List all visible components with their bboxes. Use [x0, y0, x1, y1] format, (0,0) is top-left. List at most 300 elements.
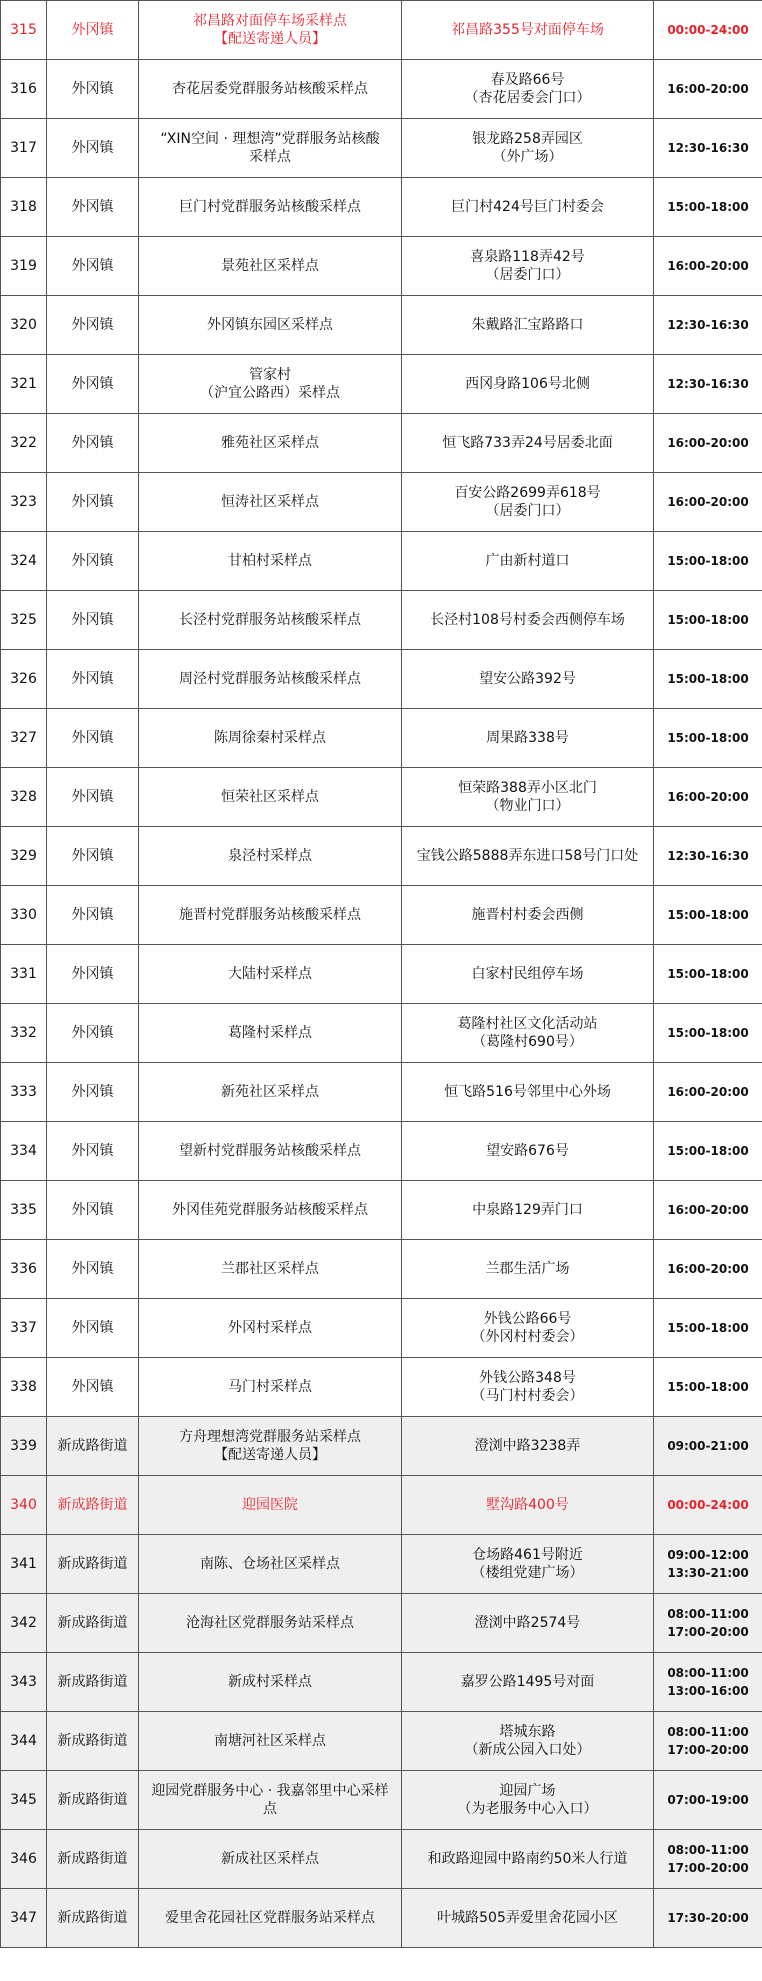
site-name-cell: [139, 827, 402, 886]
site-name-cell: [139, 1181, 402, 1240]
row-number: 336: [1, 1240, 47, 1299]
row-number: 327: [1, 709, 47, 768]
address-cell: [402, 1, 654, 60]
address-cell: [402, 60, 654, 119]
district-cell: 外冈镇: [47, 473, 139, 532]
site-name-cell: [139, 650, 402, 709]
site-name-cell-line: 新苑社区采样点: [221, 1084, 319, 1100]
district-cell: 新成路街道: [47, 1830, 139, 1889]
address-cell-line: 墅沟路400号: [486, 1497, 569, 1513]
district-cell: 外冈镇: [47, 1358, 139, 1417]
site-name-cell-line: 恒荣社区采样点: [221, 789, 319, 805]
row-number: 337: [1, 1299, 47, 1358]
district-cell: 新成路街道: [47, 1594, 139, 1653]
hours-cell-line: 15:00-18:00: [667, 731, 749, 745]
table-row: [1, 1535, 762, 1594]
address-cell: [402, 1594, 654, 1653]
table-row: [1, 296, 762, 355]
row-number: 332: [1, 1004, 47, 1063]
row-number: 325: [1, 591, 47, 650]
address-cell-line: 西冈身路106号北侧: [465, 376, 590, 392]
hours-cell-line: 15:00-18:00: [667, 1026, 749, 1040]
table-row: [1, 355, 762, 414]
site-name-cell: [139, 1240, 402, 1299]
site-name-cell: [139, 945, 402, 1004]
hours-cell: [654, 237, 762, 296]
hours-cell: [654, 1122, 762, 1181]
site-name-cell-line: （沪宜公路西）采样点: [200, 385, 340, 401]
hours-cell-line: 15:00-18:00: [667, 200, 749, 214]
site-name-cell: [139, 1004, 402, 1063]
site-name-cell-line: 迎园医院: [242, 1497, 298, 1513]
site-name-cell: [139, 1299, 402, 1358]
address-cell-line: （居委门口）: [485, 503, 570, 519]
hours-cell-line: 12:30-16:30: [667, 318, 749, 332]
district-cell: 新成路街道: [47, 1889, 139, 1948]
hours-cell: [654, 945, 762, 1004]
hours-cell-line: 15:00-18:00: [667, 672, 749, 686]
table-row: [1, 1889, 762, 1948]
hours-cell-line: 08:00-11:00: [667, 1725, 749, 1739]
hours-cell-line: 08:00-11:00: [667, 1666, 749, 1680]
table-row: [1, 945, 762, 1004]
site-name-cell: [139, 178, 402, 237]
site-name-cell: [139, 532, 402, 591]
address-cell: [402, 1181, 654, 1240]
table-row: [1, 1181, 762, 1240]
address-cell-line: 恒荣路388弄小区北门: [458, 780, 597, 796]
site-name-cell-line: 祁昌路对面停车场采样点: [193, 13, 347, 29]
table-row: [1, 886, 762, 945]
site-name-cell: [139, 1417, 402, 1476]
hours-cell-line: 15:00-18:00: [667, 1144, 749, 1158]
row-number: 315: [1, 1, 47, 60]
site-name-cell-line: 沧海社区党群服务站采样点: [186, 1615, 354, 1631]
address-cell-line: 葛隆村社区文化活动站: [457, 1016, 598, 1032]
address-cell: [402, 1712, 654, 1771]
address-cell: [402, 768, 654, 827]
hours-cell: [654, 1358, 762, 1417]
hours-cell-line: 08:00-11:00: [667, 1607, 749, 1621]
hours-cell: [654, 355, 762, 414]
row-number: 341: [1, 1535, 47, 1594]
address-cell-line: 巨门村424号巨门村委会: [451, 199, 604, 215]
hours-cell: [654, 1535, 762, 1594]
hours-cell: [654, 709, 762, 768]
address-cell-line: （楼组党建广场）: [471, 1565, 584, 1581]
hours-cell-line: 09:00-12:00: [667, 1548, 749, 1562]
table-row: [1, 1004, 762, 1063]
row-number: 329: [1, 827, 47, 886]
site-name-cell: [139, 768, 402, 827]
district-cell: 新成路街道: [47, 1653, 139, 1712]
district-cell: 外冈镇: [47, 355, 139, 414]
address-cell: [402, 1535, 654, 1594]
hours-cell-line: 15:00-18:00: [667, 554, 749, 568]
address-cell-line: 外钱公路348号: [479, 1370, 576, 1386]
table-row: [1, 709, 762, 768]
site-name-cell: [139, 414, 402, 473]
address-cell-line: 百安公路2699弄618号: [454, 485, 601, 501]
row-number: 319: [1, 237, 47, 296]
table-row: [1, 1594, 762, 1653]
row-number: 316: [1, 60, 47, 119]
row-number: 317: [1, 119, 47, 178]
address-cell-line: 澄浏中路3238弄: [474, 1438, 581, 1454]
table-row: [1, 1240, 762, 1299]
row-number: 335: [1, 1181, 47, 1240]
row-number: 334: [1, 1122, 47, 1181]
site-name-cell-line: 迎园党群服务中心 · 我嘉邻里中心采样: [151, 1783, 389, 1799]
address-cell-line: 银龙路258弄园区: [472, 131, 583, 147]
site-name-cell-line: 外冈佳苑党群服务站核酸采样点: [172, 1202, 368, 1218]
hours-cell-line: 17:00-20:00: [667, 1743, 749, 1757]
site-name-cell-line: 杏花居委党群服务站核酸采样点: [172, 81, 368, 97]
address-cell-line: 和政路迎园中路南约50米人行道: [427, 1851, 628, 1867]
address-cell: [402, 1830, 654, 1889]
hours-cell: [654, 1594, 762, 1653]
address-cell: [402, 591, 654, 650]
row-number: 320: [1, 296, 47, 355]
address-cell-line: 嘉罗公路1495号对面: [460, 1674, 595, 1690]
row-number: 340: [1, 1476, 47, 1535]
site-name-cell: [139, 1122, 402, 1181]
site-name-cell-line: 新成社区采样点: [221, 1851, 319, 1867]
hours-cell-line: 00:00-24:00: [667, 23, 749, 37]
address-cell: [402, 355, 654, 414]
site-name-cell: [139, 1535, 402, 1594]
row-number: 333: [1, 1063, 47, 1122]
site-name-cell-line: 南陈、仓场社区采样点: [200, 1556, 340, 1572]
hours-cell: [654, 296, 762, 355]
hours-cell: [654, 1, 762, 60]
hours-cell: [654, 1299, 762, 1358]
site-name-cell: [139, 591, 402, 650]
address-cell-line: 塔城东路: [499, 1724, 556, 1740]
row-number: 322: [1, 414, 47, 473]
district-cell: 外冈镇: [47, 237, 139, 296]
row-number: 345: [1, 1771, 47, 1830]
hours-cell: [654, 1240, 762, 1299]
table-row: [1, 1, 762, 60]
district-cell: 外冈镇: [47, 709, 139, 768]
address-cell-line: 恒飞路733弄24号居委北面: [442, 435, 613, 451]
hours-cell: [654, 1004, 762, 1063]
site-name-cell: [139, 355, 402, 414]
hours-cell: [654, 473, 762, 532]
site-name-cell-line: 葛隆村采样点: [228, 1025, 312, 1041]
table-row: [1, 591, 762, 650]
site-name-cell-line: 大陆村采样点: [228, 966, 312, 982]
row-number: 326: [1, 650, 47, 709]
table-row: [1, 650, 762, 709]
address-cell: [402, 1653, 654, 1712]
district-cell: 外冈镇: [47, 1122, 139, 1181]
address-cell: [402, 414, 654, 473]
hours-cell: [654, 768, 762, 827]
address-cell-line: （杏花居委会门口）: [464, 90, 591, 106]
address-cell-line: （为老服务中心入口）: [457, 1801, 598, 1817]
row-number: 344: [1, 1712, 47, 1771]
hours-cell: [654, 1417, 762, 1476]
site-name-cell-line: 陈周徐秦村采样点: [214, 730, 326, 746]
site-name-cell-line: “XIN空间 · 理想湾”党群服务站核酸: [160, 131, 380, 147]
address-cell-line: （居委门口）: [485, 267, 570, 283]
site-name-cell-line: 点: [263, 1801, 277, 1817]
address-cell-line: 中泉路129弄门口: [472, 1202, 583, 1218]
address-cell-line: 宝钱公路5888弄东进口58号门口处: [416, 848, 639, 864]
address-cell-line: （外广场）: [492, 149, 563, 165]
row-number: 338: [1, 1358, 47, 1417]
row-number: 324: [1, 532, 47, 591]
site-name-cell-line: 外冈村采样点: [228, 1320, 312, 1336]
address-cell: [402, 1004, 654, 1063]
table-row: [1, 1063, 762, 1122]
hours-cell-line: 16:00-20:00: [667, 1085, 749, 1099]
row-number: 321: [1, 355, 47, 414]
site-name-cell-line: 长泾村党群服务站核酸采样点: [179, 612, 361, 628]
district-cell: 外冈镇: [47, 886, 139, 945]
district-cell: 外冈镇: [47, 1004, 139, 1063]
table-row: [1, 1830, 762, 1889]
address-cell-line: 广由新村道口: [485, 553, 570, 569]
address-cell: [402, 237, 654, 296]
site-name-cell: [139, 1358, 402, 1417]
site-name-cell: [139, 119, 402, 178]
site-name-cell-line: 马门村采样点: [228, 1379, 312, 1395]
table-row: [1, 1771, 762, 1830]
district-cell: 外冈镇: [47, 827, 139, 886]
hours-cell-line: 16:00-20:00: [667, 436, 749, 450]
table-row: [1, 532, 762, 591]
site-name-cell: [139, 1889, 402, 1948]
address-cell: [402, 1771, 654, 1830]
site-name-cell: [139, 1830, 402, 1889]
hours-cell: [654, 886, 762, 945]
address-cell-line: 澄浏中路2574号: [474, 1615, 581, 1631]
row-number: 342: [1, 1594, 47, 1653]
district-cell: 外冈镇: [47, 1181, 139, 1240]
hours-cell-line: 15:00-18:00: [667, 613, 749, 627]
district-cell: 外冈镇: [47, 1240, 139, 1299]
row-number: 346: [1, 1830, 47, 1889]
address-cell: [402, 119, 654, 178]
hours-cell: [654, 1830, 762, 1889]
site-name-cell: [139, 1594, 402, 1653]
site-name-cell: [139, 473, 402, 532]
hours-cell: [654, 60, 762, 119]
row-number: 318: [1, 178, 47, 237]
hours-cell-line: 15:00-18:00: [667, 1380, 749, 1394]
hours-cell: [654, 119, 762, 178]
address-cell-line: 周果路338号: [486, 730, 569, 746]
district-cell: 新成路街道: [47, 1476, 139, 1535]
hours-cell-line: 00:00-24:00: [667, 1498, 749, 1512]
address-cell: [402, 1122, 654, 1181]
table-row: [1, 1653, 762, 1712]
site-name-cell: [139, 709, 402, 768]
table-row: [1, 60, 762, 119]
table-row: [1, 827, 762, 886]
site-name-cell-line: 巨门村党群服务站核酸采样点: [179, 199, 361, 215]
address-cell: [402, 709, 654, 768]
address-cell-line: 望安路676号: [486, 1143, 569, 1159]
hours-cell: [654, 414, 762, 473]
address-cell-line: 施晋村村委会西侧: [471, 907, 584, 923]
hours-cell: [654, 591, 762, 650]
hours-cell: [654, 650, 762, 709]
hours-cell-line: 15:00-18:00: [667, 908, 749, 922]
hours-cell: [654, 1063, 762, 1122]
site-name-cell-line: 采样点: [249, 149, 291, 165]
hours-cell: [654, 1771, 762, 1830]
table-body: [1, 1, 762, 1948]
district-cell: 外冈镇: [47, 591, 139, 650]
address-cell-line: 仓场路461号附近: [472, 1547, 583, 1563]
row-number: 330: [1, 886, 47, 945]
hours-cell-line: 12:30-16:30: [667, 849, 749, 863]
district-cell: 外冈镇: [47, 1063, 139, 1122]
hours-cell-line: 13:00-16:00: [667, 1684, 749, 1698]
address-cell-line: （马门村村委会）: [471, 1388, 584, 1404]
address-cell-line: 朱戴路汇宝路路口: [471, 317, 584, 333]
hours-cell: [654, 1181, 762, 1240]
address-cell-line: （葛隆村690号）: [472, 1034, 583, 1050]
address-cell: [402, 1358, 654, 1417]
site-name-cell: [139, 1476, 402, 1535]
district-cell: 外冈镇: [47, 414, 139, 473]
site-name-cell-line: 景苑社区采样点: [221, 258, 319, 274]
address-cell: [402, 1299, 654, 1358]
hours-cell-line: 16:00-20:00: [667, 495, 749, 509]
hours-cell-line: 15:00-18:00: [667, 967, 749, 981]
site-name-cell-line: 管家村: [249, 367, 291, 383]
address-cell-line: 喜泉路118弄42号: [470, 249, 585, 265]
site-name-cell-line: 泉泾村采样点: [228, 848, 312, 864]
site-name-cell: [139, 60, 402, 119]
site-name-cell: [139, 1, 402, 60]
district-cell: 外冈镇: [47, 532, 139, 591]
address-cell: [402, 532, 654, 591]
district-cell: 外冈镇: [47, 60, 139, 119]
hours-cell: [654, 1653, 762, 1712]
site-name-cell: [139, 296, 402, 355]
table-row: [1, 237, 762, 296]
site-name-cell-line: 望新村党群服务站核酸采样点: [179, 1143, 361, 1159]
address-cell: [402, 1063, 654, 1122]
address-cell-line: 叶城路505弄爱里舍花园小区: [437, 1910, 618, 1926]
address-cell-line: 春及路66号: [490, 72, 565, 88]
district-cell: 外冈镇: [47, 768, 139, 827]
site-name-cell-line: 施晋村党群服务站核酸采样点: [179, 907, 361, 923]
address-cell: [402, 650, 654, 709]
site-name-cell-line: 外冈镇东园区采样点: [207, 317, 333, 333]
address-cell-line: 兰郡生活广场: [485, 1261, 570, 1277]
hours-cell: [654, 1476, 762, 1535]
hours-cell: [654, 1712, 762, 1771]
address-cell-line: 望安公路392号: [479, 671, 576, 687]
site-name-cell-line: 方舟理想湾党群服务站采样点: [179, 1429, 361, 1445]
hours-cell-line: 15:00-18:00: [667, 1321, 749, 1335]
hours-cell: [654, 532, 762, 591]
site-name-cell-line: 周泾村党群服务站核酸采样点: [179, 671, 361, 687]
row-number: 343: [1, 1653, 47, 1712]
hours-cell-line: 17:00-20:00: [667, 1625, 749, 1639]
site-name-cell-line: 甘柏村采样点: [228, 553, 312, 569]
site-name-cell: [139, 237, 402, 296]
district-cell: 外冈镇: [47, 296, 139, 355]
site-name-cell: [139, 1653, 402, 1712]
hours-cell-line: 08:00-11:00: [667, 1843, 749, 1857]
address-cell: [402, 178, 654, 237]
table-row: [1, 1299, 762, 1358]
site-name-cell: [139, 1712, 402, 1771]
address-cell-line: （外冈村村委会）: [471, 1329, 584, 1345]
site-name-cell: [139, 1771, 402, 1830]
row-number: 323: [1, 473, 47, 532]
hours-cell-line: 07:00-19:00: [667, 1793, 749, 1807]
site-name-cell-line: 恒涛社区采样点: [221, 494, 319, 510]
hours-cell-line: 12:30-16:30: [667, 141, 749, 155]
site-name-cell: [139, 886, 402, 945]
site-name-cell-line: 【配送寄递人员】: [214, 31, 326, 47]
table-row: [1, 1358, 762, 1417]
address-cell: [402, 1476, 654, 1535]
hours-cell: [654, 1889, 762, 1948]
district-cell: 新成路街道: [47, 1712, 139, 1771]
address-cell: [402, 1417, 654, 1476]
address-cell: [402, 827, 654, 886]
site-name-cell-line: 雅苑社区采样点: [221, 435, 319, 451]
table-row: [1, 1122, 762, 1181]
hours-cell: [654, 827, 762, 886]
table-row: [1, 178, 762, 237]
address-cell-line: （物业门口）: [485, 798, 570, 814]
hours-cell-line: 16:00-20:00: [667, 1203, 749, 1217]
district-cell: 新成路街道: [47, 1417, 139, 1476]
hours-cell-line: 12:30-16:30: [667, 377, 749, 391]
hours-cell-line: 16:00-20:00: [667, 82, 749, 96]
hours-cell-line: 17:00-20:00: [667, 1861, 749, 1875]
table-row: [1, 414, 762, 473]
site-name-cell-line: 兰郡社区采样点: [221, 1261, 319, 1277]
address-cell-line: （新成公园入口处）: [464, 1742, 591, 1758]
table-row: [1, 1712, 762, 1771]
site-name-cell-line: 南塘河社区采样点: [214, 1733, 326, 1749]
address-cell-line: 迎园广场: [499, 1783, 556, 1799]
address-cell: [402, 296, 654, 355]
district-cell: 外冈镇: [47, 178, 139, 237]
address-cell: [402, 886, 654, 945]
site-name-cell-line: 爱里舍花园社区党群服务站采样点: [165, 1910, 375, 1926]
row-number: 331: [1, 945, 47, 1004]
site-name-cell-line: 新成村采样点: [228, 1674, 312, 1690]
hours-cell-line: 09:00-21:00: [667, 1439, 749, 1453]
row-number: 347: [1, 1889, 47, 1948]
hours-cell-line: 16:00-20:00: [667, 790, 749, 804]
address-cell-line: 长泾村108号村委会西侧停车场: [430, 612, 625, 628]
table-row: [1, 119, 762, 178]
district-cell: 外冈镇: [47, 119, 139, 178]
address-cell-line: 外钱公路66号: [483, 1311, 572, 1327]
hours-cell-line: 17:30-20:00: [667, 1911, 749, 1925]
address-cell-line: 祁昌路355号对面停车场: [451, 22, 604, 38]
site-name-cell-line: 【配送寄递人员】: [214, 1447, 326, 1463]
district-cell: 外冈镇: [47, 1299, 139, 1358]
district-cell: 新成路街道: [47, 1535, 139, 1594]
row-number: 328: [1, 768, 47, 827]
table-row: [1, 473, 762, 532]
